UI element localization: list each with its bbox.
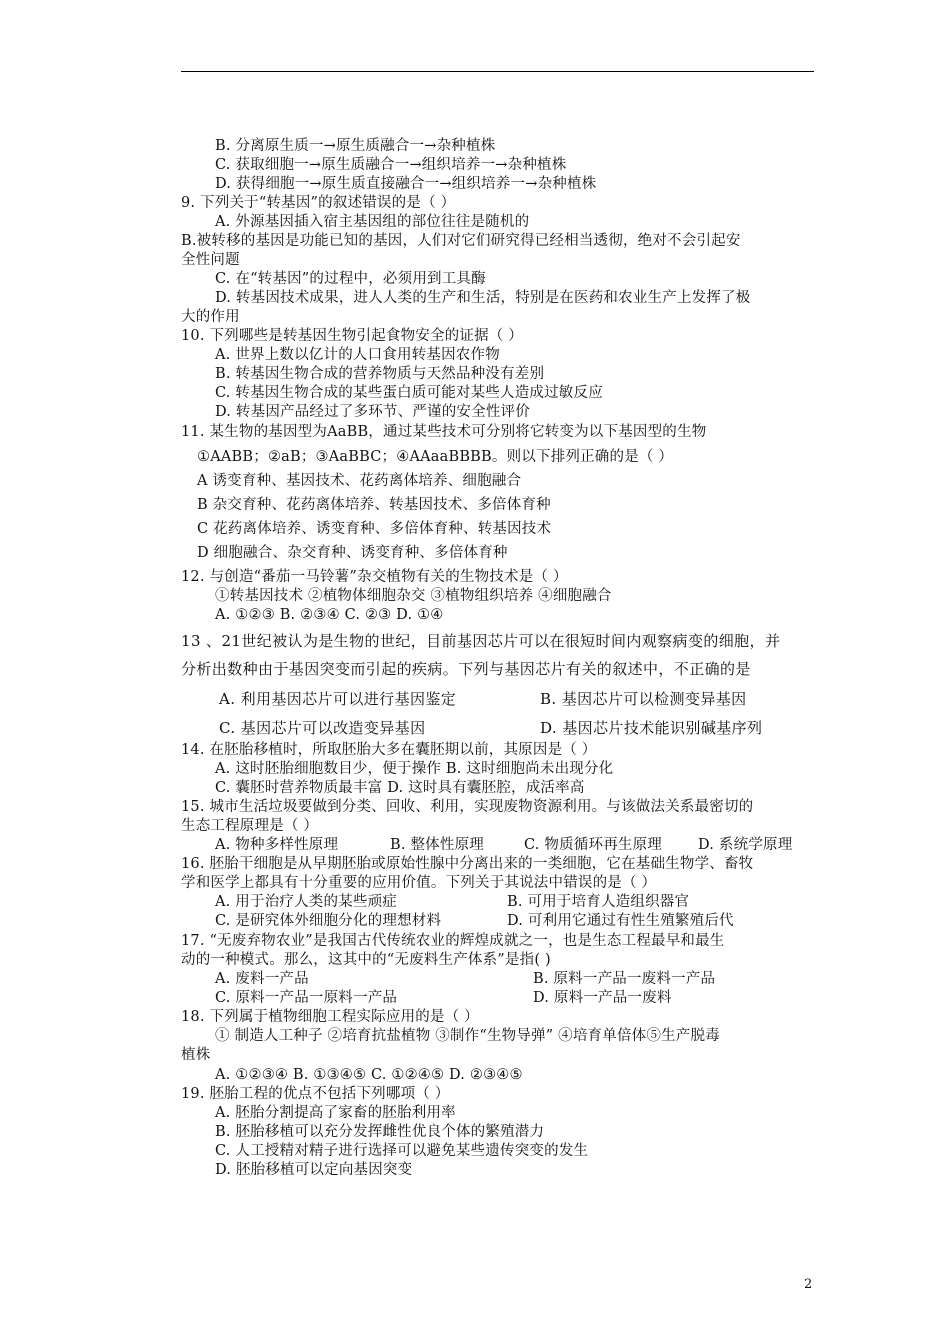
- text-line: C. 基因芯片可以改造变异基因: [219, 719, 426, 737]
- text-line: B. 转基因生物合成的营养物质与天然品种没有差别: [215, 366, 545, 382]
- text-line: A. 世界上数以亿计的人口食用转基因农作物: [215, 347, 500, 363]
- text-line: 分析出数种由于基因突变而引起的疾病。下列与基因芯片有关的叙述中，不正确的是: [181, 660, 751, 678]
- text-line: 全性问题: [181, 252, 240, 268]
- text-line: B. 可用于培育人造组织器官: [507, 894, 690, 910]
- text-line: 9. 下列关于“转基因”的叙述错误的是（ ）: [181, 195, 456, 211]
- text-line: B. 胚胎移植可以充分发挥雌性优良个体的繁殖潜力: [215, 1124, 545, 1140]
- text-line: 15. 城市生活垃圾要做到分类、回收、利用，实现废物资源利用。与该做法关系最密切的: [181, 799, 754, 815]
- text-line: D. 获得细胞一→原生质直接融合一→组织培养一→杂种植株: [215, 176, 597, 192]
- text-line: ①AABB；②aB；③AaBBC；④AAaaBBBB。则以下排列正确的是（ ）: [197, 449, 674, 465]
- text-line: D. 转基因技术成果，进人人类的生产和生活，特别是在医药和农业生产上发挥了极: [215, 290, 751, 306]
- text-line: A. ①②③④ B. ①③④⑤ C. ①②④⑤ D. ②③④⑤: [215, 1067, 523, 1083]
- header-rule: [181, 71, 814, 72]
- text-line: A. 用于治疗人类的某些顽症: [215, 894, 397, 910]
- text-line: B 杂交育种、花药离体培养、转基因技术、多倍体育种: [197, 497, 551, 513]
- text-line: B. 分离原生质一→原生质融合一→杂种植株: [215, 138, 496, 154]
- text-line: 植株: [181, 1047, 211, 1063]
- text-line: C. 物质循环再生原理: [524, 837, 662, 853]
- text-line: C. 原料一产品一原料一产品: [215, 990, 398, 1006]
- text-line: 大的作用: [181, 309, 240, 325]
- text-line: 学和医学上都具有十分重要的应用价值。下列关于其说法中错误的是（ ）: [181, 875, 657, 891]
- text-line: C. 转基因生物合成的某些蛋白质可能对某些人造成过敏反应: [215, 385, 603, 401]
- text-line: 13 、21世纪被认为是生物的世纪，目前基因芯片可以在很短时间内观察病变的细胞，并: [181, 632, 781, 650]
- text-line: D. 系统学原理: [698, 837, 793, 853]
- text-line: A. 物种多样性原理: [215, 837, 339, 853]
- text-line: A. 利用基因芯片可以进行基因鉴定: [219, 690, 457, 708]
- text-line: C. 是研究体外细胞分化的理想材料: [215, 913, 442, 929]
- text-line: A. 这时胚胎细胞数目少，便于操作 B. 这时细胞尚未出现分化: [215, 761, 614, 777]
- text-line: 11. 某生物的基因型为AaBB，通过某些技术可分别将它转变为以下基因型的生物: [181, 424, 707, 440]
- text-line: 19. 胚胎工程的优点不包括下列哪项（ ）: [181, 1086, 450, 1102]
- text-line: ①转基因技术 ②植物体细胞杂交 ③植物组织培养 ④细胞融合: [215, 588, 612, 604]
- text-line: A. ①②③ B. ②③④ C. ②③ D. ①④: [215, 607, 444, 623]
- text-line: 动的一种模式。那么，这其中的“无废料生产体系”是指( ): [181, 952, 551, 968]
- page-number: 2: [804, 1277, 813, 1292]
- text-line: 18. 下列属于植物细胞工程实际应用的是（ ）: [181, 1009, 479, 1025]
- text-line: D. 原料一产品一废料: [533, 990, 672, 1006]
- text-line: 14. 在胚胎移植时，所取胚胎大多在囊胚期以前，其原因是（ ）: [181, 742, 597, 758]
- text-line: C. 获取细胞一→原生质融合一→组织培养一→杂种植株: [215, 157, 567, 173]
- text-line: C. 在“转基因”的过程中，必须用到工具酶: [215, 271, 486, 287]
- text-line: ① 制造人工种子 ②培育抗盐植物 ③制作“生物导弹” ④培育单倍体⑤生产脱毒: [215, 1028, 720, 1044]
- text-line: B. 基因芯片可以检测变异基因: [540, 690, 747, 708]
- text-line: D. 可利用它通过有性生殖繁殖后代: [507, 913, 734, 929]
- text-line: A. 外源基因插入宿主基因组的部位往往是随机的: [215, 214, 530, 230]
- text-line: 生态工程原理是（ ）: [181, 818, 319, 834]
- text-line: B.被转移的基因是功能已知的基因，人们对它们研究得已经相当透彻，绝对不会引起安: [181, 233, 741, 249]
- text-line: A. 废料一产品: [215, 971, 309, 987]
- text-line: A. 胚胎分割提高了家畜的胚胎利用率: [215, 1105, 456, 1121]
- text-line: B. 整体性原理: [390, 837, 484, 853]
- text-line: C. 人工授精对精子进行选择可以避免某些遗传突变的发生: [215, 1143, 589, 1159]
- text-line: D. 转基因产品经过了多环节、严谨的安全性评价: [215, 404, 530, 420]
- text-line: A 诱变育种、基因技术、花药离体培养、细胞融合: [197, 473, 522, 489]
- text-line: D. 基因芯片技术能识别碱基序列: [540, 719, 763, 737]
- text-line: C 花药离体培养、诱变育种、多倍体育种、转基因技术: [197, 521, 552, 537]
- text-line: D 细胞融合、杂交育种、诱变育种、多倍体育种: [197, 545, 508, 561]
- text-line: 10. 下列哪些是转基因生物引起食物安全的证据（ ）: [181, 328, 523, 344]
- text-line: B. 原料一产品一废料一产品: [533, 971, 716, 987]
- text-line: D. 胚胎移植可以定向基因突变: [215, 1162, 413, 1178]
- text-line: 16. 胚胎干细胞是从早期胚胎或原始性腺中分离出来的一类细胞，它在基础生物学、畜牧: [181, 856, 754, 872]
- text-line: 17. “无废弃物农业”是我国古代传统农业的辉煌成就之一，也是生态工程最早和最生: [181, 933, 725, 949]
- text-line: C. 囊胚时营养物质最丰富 D. 这时具有囊胚腔，成活率高: [215, 780, 585, 796]
- text-line: 12. 与创造“番茄一马铃薯”杂交植物有关的生物技术是（ ）: [181, 569, 568, 585]
